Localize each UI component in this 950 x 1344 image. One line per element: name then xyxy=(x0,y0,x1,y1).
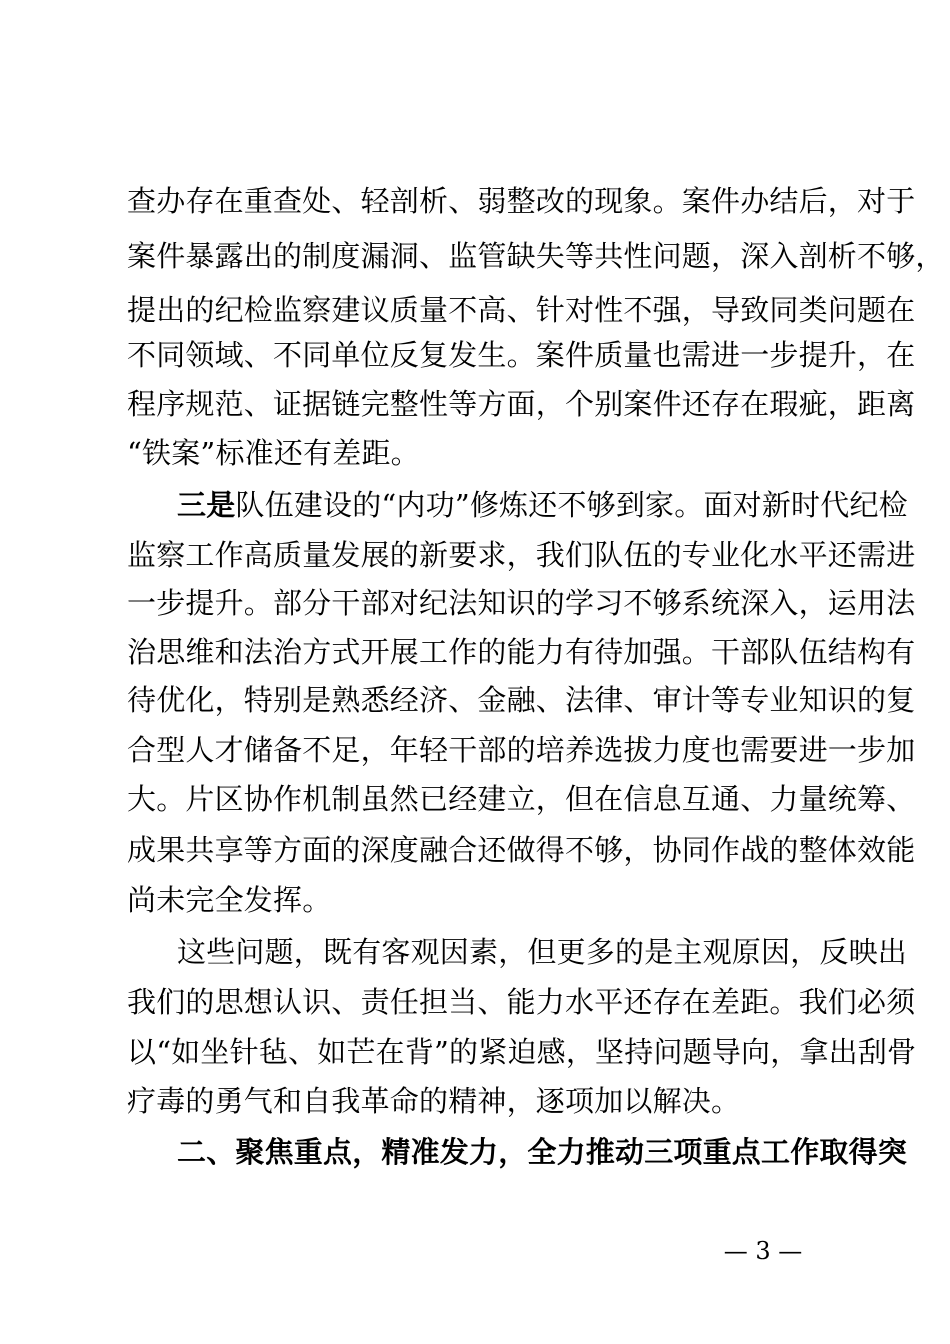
paragraph-line: 我们的思想认识、责任担当、能力水平还存在差距。我们必须 xyxy=(127,985,916,1019)
paragraph-line: 成果共享等方面的深度融合还做得不够，协同作战的整体效能 xyxy=(127,833,916,867)
paragraph-line: 查办存在重查处、轻剖析、弱整改的现象。案件办结后，对于 xyxy=(127,184,916,218)
paragraph-line: 案件暴露出的制度漏洞、监管缺失等共性问题，深入剖析不够， xyxy=(127,239,945,273)
paragraph-line: 待优化，特别是熟悉经济、金融、法律、审计等专业知识的复 xyxy=(127,683,916,717)
paragraph-line: 疗毒的勇气和自我革命的精神，逐项加以解决。 xyxy=(127,1084,741,1118)
section-heading: 二、聚焦重点，精准发力，全力推动三项重点工作取得突 xyxy=(177,1135,908,1169)
paragraph-lead: 三是 xyxy=(177,488,236,522)
paragraph-line: 以“如坐针毡、如芒在背”的紧迫感，坚持问题导向，拿出刮骨 xyxy=(127,1035,917,1069)
paragraph-line: 提出的纪检监察建议质量不高、针对性不强，导致同类问题在 xyxy=(127,293,916,327)
paragraph-text: 队伍建设的“内功”修炼还不够到家。面对新时代纪检 xyxy=(235,488,908,522)
paragraph-line: 不同领域、不同单位反复发生。案件质量也需进一步提升，在 xyxy=(127,338,916,372)
paragraph-line: 监察工作高质量发展的新要求，我们队伍的专业化水平还需进 xyxy=(127,538,916,572)
paragraph-line: 一步提升。部分干部对纪法知识的学习不够系统深入，运用法 xyxy=(127,586,916,620)
paragraph-line: “铁案”标准还有差距。 xyxy=(127,436,420,470)
paragraph-line: 程序规范、证据链完整性等方面，个别案件还存在瑕疵，距离 xyxy=(127,387,916,421)
paragraph-line: 大。片区协作机制虽然已经建立，但在信息互通、力量统筹、 xyxy=(127,782,916,816)
paragraph-line: 尚未完全发挥。 xyxy=(127,883,332,917)
paragraph-line: 这些问题，既有客观因素，但更多的是主观原因，反映出 xyxy=(177,935,908,969)
paragraph-line xyxy=(177,485,908,525)
paragraph-line: 合型人才储备不足，年轻干部的培养选拔力度也需要进一步加 xyxy=(127,733,916,767)
page-number: — 3 — xyxy=(723,1237,803,1265)
paragraph-line: 治思维和法治方式开展工作的能力有待加强。干部队伍结构有 xyxy=(127,635,916,669)
